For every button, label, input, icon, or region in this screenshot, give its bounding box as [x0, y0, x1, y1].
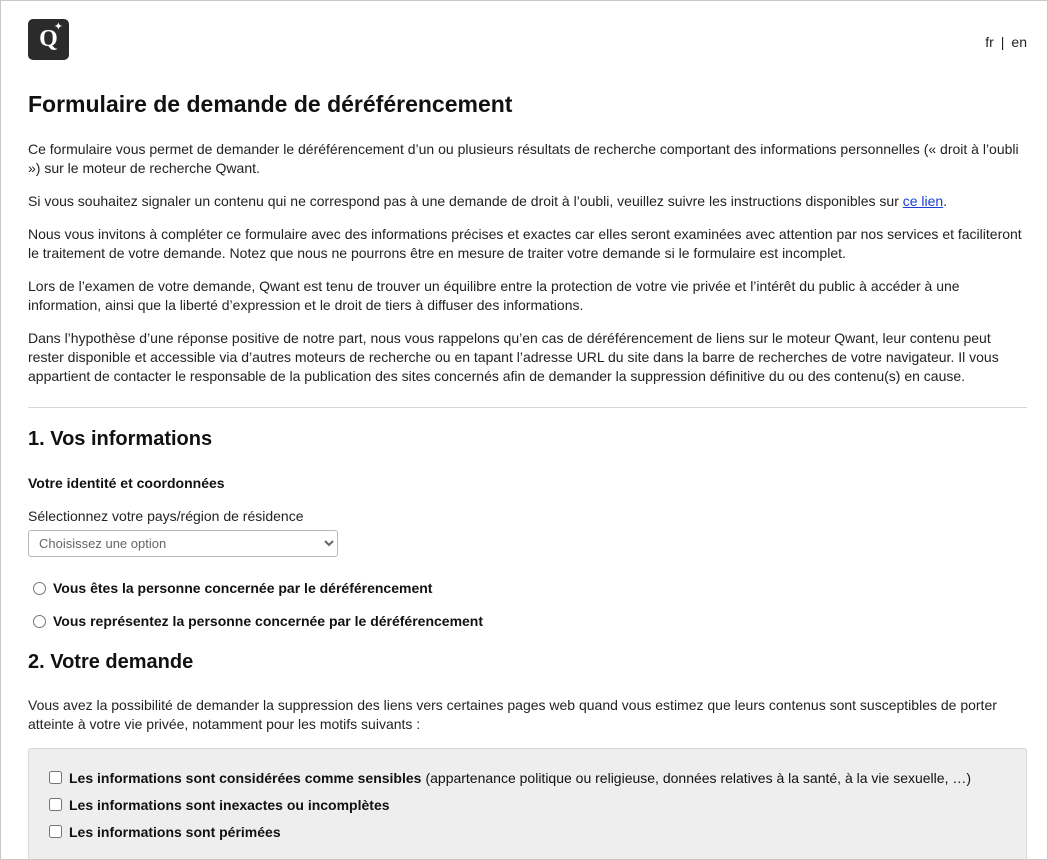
intro — [28, 140, 1027, 386]
qwant-logo[interactable] — [28, 19, 69, 60]
intro-paragraph-2-end: . — [943, 193, 948, 209]
lang-fr-link[interactable]: fr — [985, 34, 994, 50]
sparkle-icon: ✦ — [53, 20, 63, 33]
motif-outdated-row[interactable] — [47, 818, 1008, 845]
logo-letter: Q — [39, 26, 58, 52]
motif-sensitive-label: Les informations sont considérées comme sensibles — [69, 769, 422, 786]
radio-representative-label: Vous représentez la personne concernée par le déréférencement — [53, 613, 484, 629]
request-description: Vous avez la possibilité de demander la suppression des liens vers certaines pages web quand vous estimez que leurs contenus sont susceptibles de porter atteinte à votre vie privée, notamment pour les motifs suivants : — [28, 697, 997, 732]
motif-outdated-label: Les informations sont périmées — [69, 823, 281, 840]
intro-paragraph-2 — [28, 192, 1027, 211]
page-title: Formulaire de demande de déréférencement — [28, 91, 513, 117]
header — [1, 1, 1047, 63]
radio-representative-row[interactable] — [28, 613, 1027, 629]
intro-paragraph-3: Nous vous invitons à compléter ce formulaire avec des informations précises et exactes car elles seront examinées avec attention par nos services et faciliteront le traitement de votre demande. Notez que nous ne pourrons être en mesure de traiter votre demande si le formulaire est incomplet. — [28, 226, 1022, 261]
country-label: Sélectionnez votre pays/région de résidence — [28, 508, 304, 524]
section-divider — [28, 407, 1027, 408]
ce-lien-link[interactable]: ce lien — [902, 193, 944, 209]
intro-paragraph-1: Ce formulaire vous permet de demander le déréférencement d’un ou plusieurs résultats de recherche comportant des informations personnelles (« droit à l’oubli ») sur le moteur de recherche Qwant. — [28, 141, 1019, 176]
radio-self-row[interactable] — [28, 580, 1027, 596]
motif-sensitive-note: (appartenance politique ou religieuse, données relatives à la santé, à la vie sexuelle, …) — [425, 769, 972, 786]
motif-sensitive-row[interactable] — [47, 764, 1008, 791]
page-content — [1, 91, 1047, 860]
identity-subheading: Votre identité et coordonnées — [28, 475, 225, 491]
motif-inaccurate-row[interactable] — [47, 791, 1008, 818]
motif-outdated-checkbox[interactable] — [49, 825, 62, 838]
radio-representative[interactable] — [33, 615, 46, 628]
country-select[interactable] — [28, 530, 338, 557]
section-2-title: 2. Votre demande — [28, 651, 194, 673]
lang-en-link[interactable]: en — [1011, 34, 1027, 50]
intro-paragraph-5: Dans l’hypothèse d’une réponse positive de notre part, nous vous rappelons qu’en cas de déréférencement de liens sur le moteur Qwant, leur contenu peut rester disponible et accessible via d’autres moteurs de recherche ou en tapant l’adresse URL du site dans la barre de recherches de votre navigateur. Il vous appartient de contacter le responsable de la publication des sites concernés afin de demander la suppression définitive du ou des contenu(s) en cause. — [28, 330, 999, 384]
intro-paragraph-2-text: Si vous souhaitez signaler un contenu qui ne correspond pas à une demande de droit à l’oubli, veuillez suivre les instructions disponibles sur — [28, 193, 903, 209]
motif-inaccurate-label: Les informations sont inexactes ou incomplètes — [69, 796, 390, 813]
radio-self-label: Vous êtes la personne concernée par le déréférencement — [53, 580, 433, 596]
motif-sensitive-checkbox[interactable] — [49, 771, 62, 784]
lang-separator: | — [1000, 34, 1005, 50]
motif-inaccurate-checkbox[interactable] — [49, 798, 62, 811]
intro-paragraph-4: Lors de l’examen de votre demande, Qwant est tenu de trouver un équilibre entre la protection de votre vie privée et l’intérêt du public à accéder à une information, ainsi que la liberté d’expression et le droit de tiers à diffuser des informations. — [28, 278, 960, 313]
motifs-box — [28, 748, 1027, 860]
section-1-title: 1. Vos informations — [28, 428, 213, 450]
language-switcher — [985, 34, 1027, 50]
radio-self[interactable] — [33, 582, 46, 595]
